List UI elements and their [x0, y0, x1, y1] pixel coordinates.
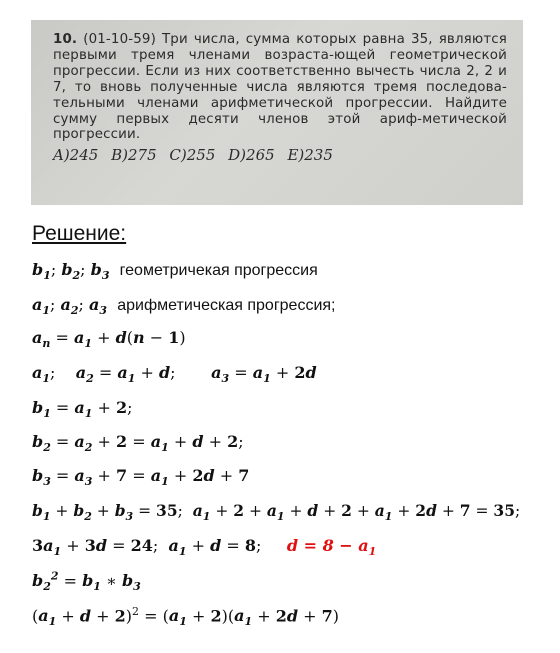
- formula-terms: $a_1$; $a_2 = a_1 + d$; $a_3 = a_1 + 2d$: [32, 363, 317, 386]
- formula-b1: $b_1 = a_1 + 2$;: [32, 398, 133, 421]
- problem-photo: [31, 20, 523, 205]
- problem-number: 10.: [53, 32, 78, 47]
- formula-b2: $b_2 = a_2 + 2 = a_1 + d + 2$;: [32, 432, 244, 455]
- answer-option: D)265: [228, 146, 275, 165]
- d-expression: $d = 8 - a_1$: [286, 536, 377, 559]
- formula-b3: $b_3 = a_3 + 7 = a_1 + 2d + 7$: [32, 466, 250, 489]
- geo-label: геометричекая прогрессия: [119, 262, 318, 279]
- arith-label: арифметическая прогрессия;: [117, 297, 336, 314]
- formula-geometric-mean: $b_2^2 = b_1$ ∗ $b_3$: [32, 570, 141, 594]
- geo-progression-line: $b_1$; $b_2$; $b_3$ геометричекая прогрессия: [32, 260, 318, 283]
- formula-an: $a_n = a_1 + d(n - 1)$: [32, 328, 186, 351]
- answer-option: E)235: [287, 146, 333, 165]
- solution-title: Решение:: [32, 222, 127, 245]
- formula-sum: $b_1 + b_2 + b_3 = 35$; $a_1 + 2 + a_1 + d + 2 + a_1 + 2d + 7 = 35$;: [32, 501, 521, 524]
- answer-option: B)275: [111, 146, 157, 165]
- answer-option: C)255: [169, 146, 216, 165]
- arith-progression-line: $a_1$; $a_2$; $a_3$ арифметическая прогрессия;: [32, 295, 336, 318]
- problem-statement: (01-10-59) Три числа, сумма которых равна 35, являются первыми тремя членами возраста-ющей геометрической прогрессии. Если из них соответственно вычесть числа 2, 2 и 7, то вновь полученные числа являются тремя последова-тельными членами арифметической прогрессии. Найдите сумму первых десяти членов этой ариф-метической прогрессии.: [53, 32, 507, 143]
- formula-simplified: $3a_1 + 3d = 24$; $a_1 + d = 8$; $d = 8 - a_1$: [32, 536, 377, 559]
- problem-text: [53, 32, 507, 143]
- formula-equation: $(a_1 + d + 2)^2 = (a_1 + 2)(a_1 + 2d + 7)$: [32, 605, 339, 629]
- answer-options: [53, 146, 507, 164]
- answer-option: A)245: [53, 146, 99, 165]
